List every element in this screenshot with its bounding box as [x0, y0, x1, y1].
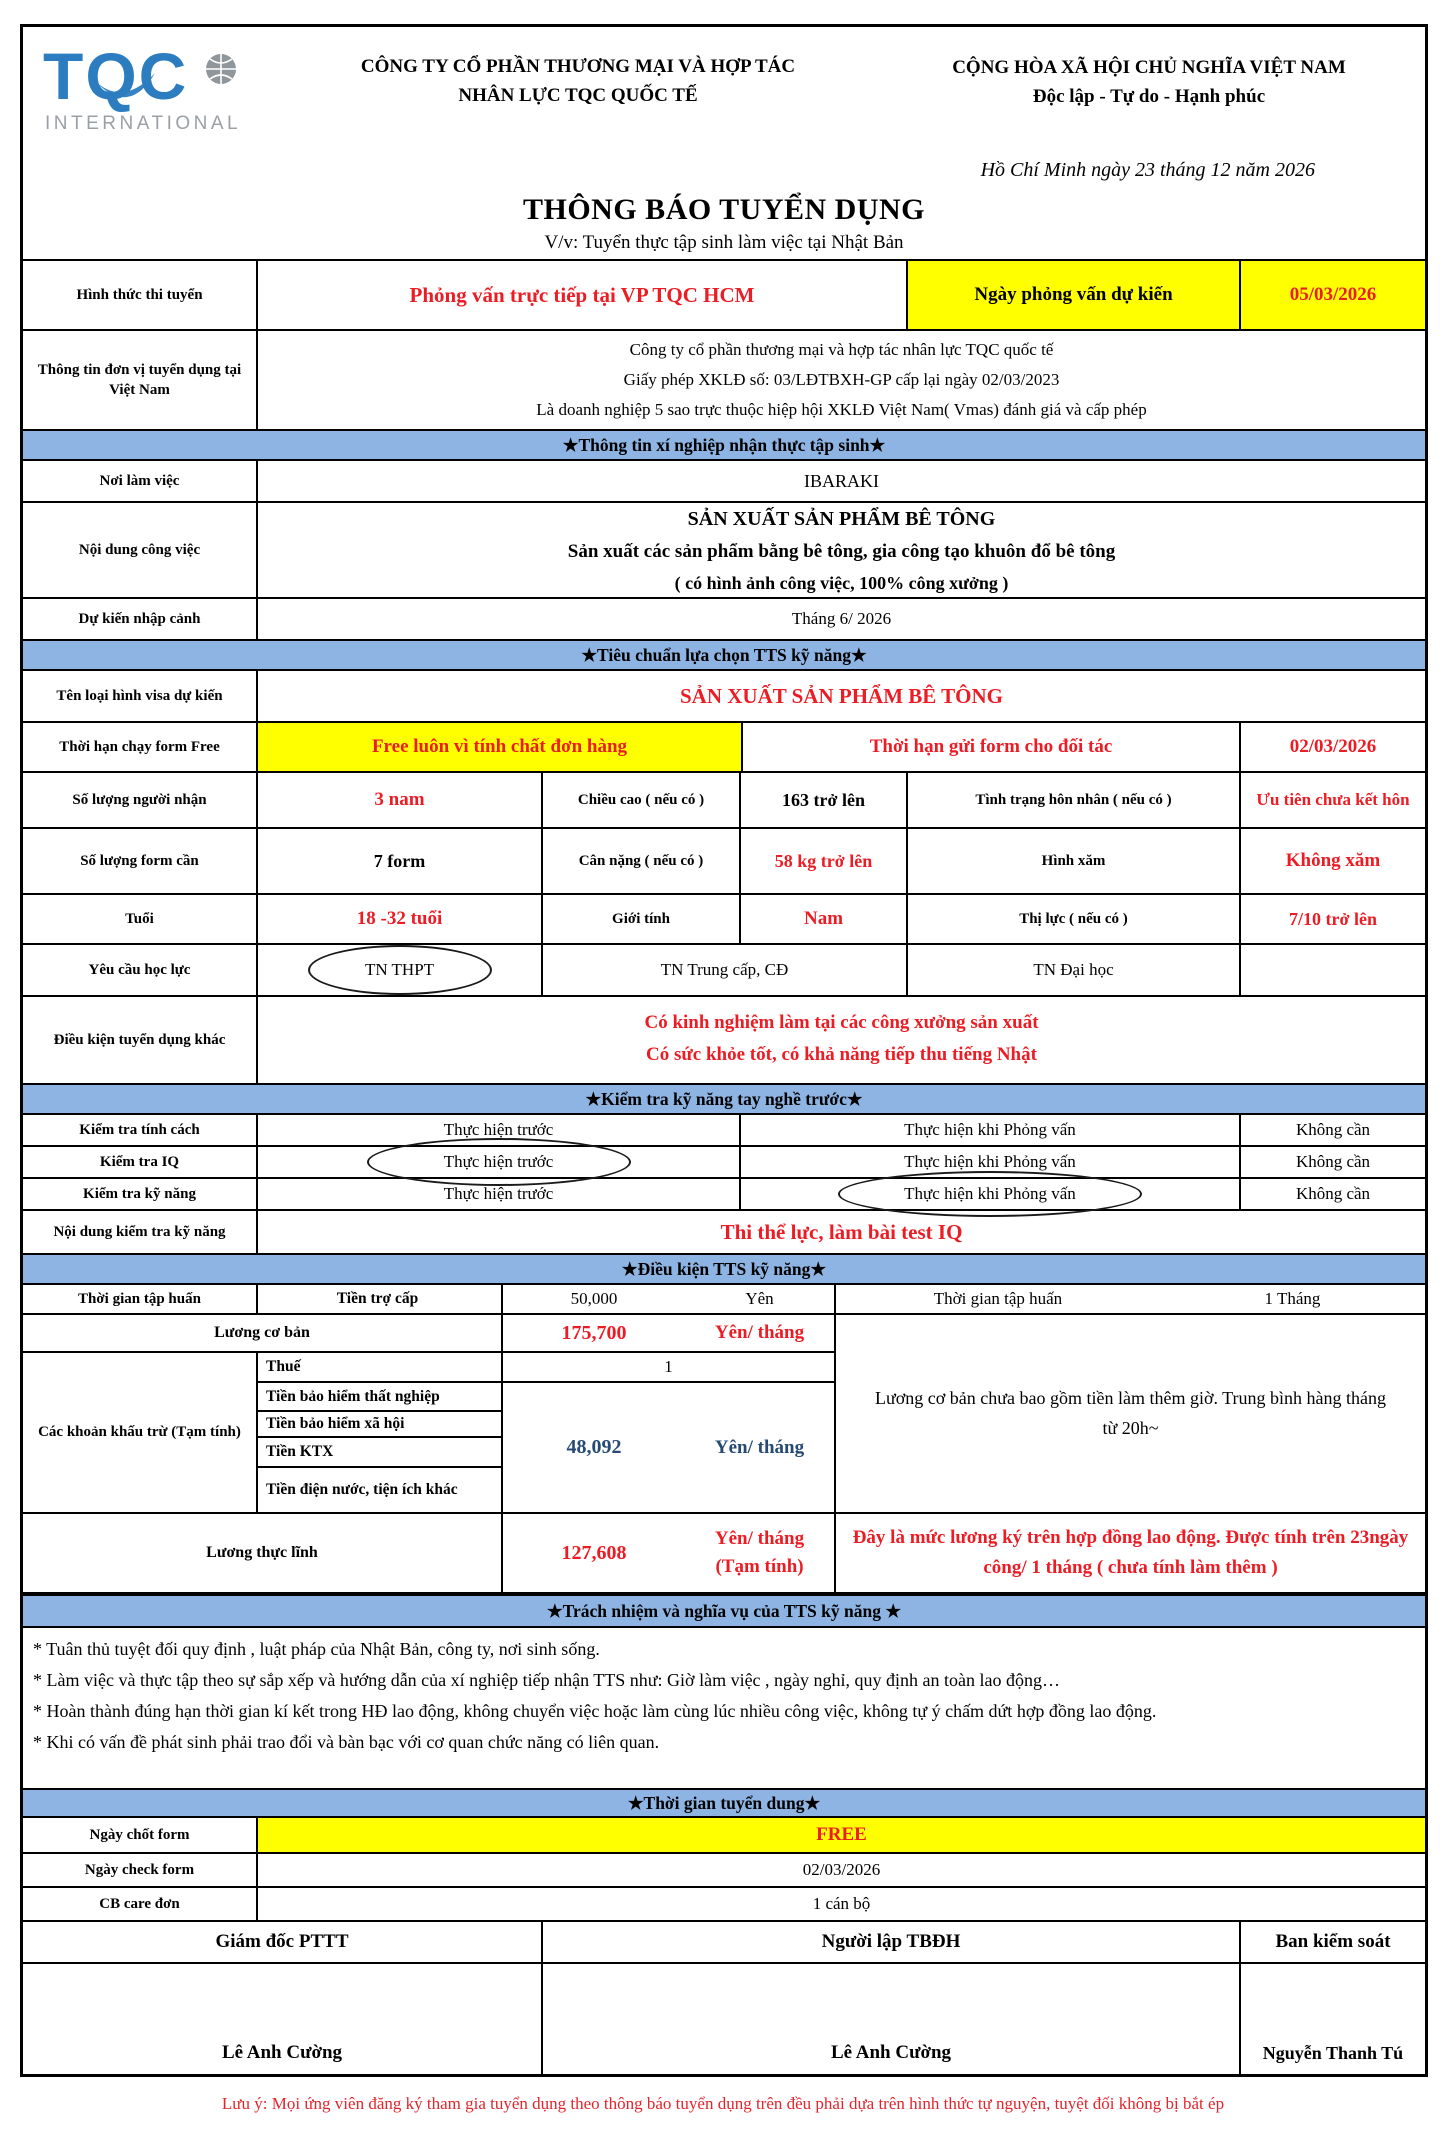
job-row — [23, 501, 1425, 597]
test-option-before-text: Thực hiện trước — [443, 1152, 554, 1171]
allowance-label: Tiền trợ cấp — [258, 1285, 503, 1315]
document-title: THÔNG BÁO TUYỂN DỤNG — [523, 193, 925, 226]
check-form-value: 02/03/2026 — [802, 1860, 881, 1879]
test-row-label: Kiểm tra kỹ năng — [23, 1179, 258, 1211]
company-name-block — [273, 41, 883, 110]
form-free-row — [23, 721, 1425, 771]
job-title: SẢN XUẤT SẢN PHẨM BÊ TÔNG — [687, 507, 996, 530]
recruiter-label: Thông tin đơn vị tuyển dụng tại Việt Nam — [23, 331, 258, 429]
footer-note: Lưu ý: Mọi ứng viên đăng ký tham gia tuyển dụng theo thông báo tuyển dụng trên đều phải dựa trên hình thức tự nguyện, tuyệt đối không bị bắt ép — [221, 2094, 1225, 2113]
deductions-total-unit: Yên/ tháng — [714, 1436, 805, 1458]
net-salary-unit-line2: (Tạm tính) — [715, 1556, 804, 1577]
responsibility-item: * Hoàn thành đúng hạn thời gian kí kết trong HĐ lao động, không chuyển việc hoặc làm cùng lúc nhiều công việc, không tự ý chấm dứt hợp đồng lao động. — [33, 1701, 1157, 1721]
signature-header-row — [23, 1920, 1425, 1962]
visa-label: Tên loại hình visa dự kiến — [23, 671, 258, 721]
salary-table — [23, 1285, 1425, 1594]
recruiter-line1: Công ty cổ phần thương mại và hợp tác nhân lực TQC quốc tế — [629, 340, 1054, 360]
send-form-label: Thời hạn gửi form cho đối tác — [743, 723, 1241, 771]
test-option-during-text: Thực hiện khi Phỏng vấn — [904, 1184, 1076, 1203]
document-frame — [20, 24, 1428, 2077]
net-salary-unit-line1: Yên/ tháng — [714, 1527, 805, 1549]
other-condition-line1: Có kinh nghiệm làm tại các công xưởng sản xuất — [644, 1012, 1039, 1033]
job-content — [258, 503, 1425, 597]
net-salary-value: 127,608 — [561, 1541, 627, 1564]
education-label: Yêu cầu học lực — [23, 945, 258, 995]
height-label: Chiều cao ( nếu có ) — [543, 773, 741, 827]
deductions-total-cell — [503, 1383, 836, 1514]
social-insurance-label: Tiền bảo hiểm xã hội — [258, 1412, 503, 1438]
banner-factory-info: ★Thông tin xí nghiệp nhận thực tập sinh★ — [23, 429, 1425, 461]
weight-value: 58 kg trở lên — [741, 829, 908, 893]
signature-title-preparer: Người lập TBĐH — [543, 1922, 1241, 1962]
tattoo-value: Không xăm — [1285, 850, 1381, 871]
education-option-college: TN Trung cấp, CĐ — [543, 945, 908, 995]
age-row — [23, 893, 1425, 943]
forms-row — [23, 827, 1425, 893]
signature-title-director: Giám đốc PTTT — [23, 1922, 543, 1962]
other-conditions-label: Điều kiện tuyển dụng khác — [23, 997, 258, 1083]
banner-schedule: ★Thời gian tuyển dung★ — [23, 1788, 1425, 1818]
allowance-cell — [503, 1285, 836, 1315]
document-subtitle: V/v: Tuyển thực tập sinh làm việc tại Nhật Bản — [544, 232, 904, 253]
republic-motto-block — [883, 41, 1425, 112]
signature-name-director: Lê Anh Cường — [23, 1964, 543, 2074]
circled-option — [741, 1179, 1239, 1209]
test-option-during-circled — [741, 1179, 1241, 1211]
interview-label: Hình thức thi tuyển — [23, 261, 258, 329]
responsibility-item: * Làm việc và thực tập theo sự sắp xếp và hướng dẫn của xí nghiệp tiếp nhận TTS như: Giờ làm việc , ngày nghỉ, quy định an toàn lao động… — [33, 1670, 1061, 1690]
banner-conditions: ★Điều kiện TTS kỹ năng★ — [23, 1253, 1425, 1285]
test-option-none: Không cần — [1241, 1179, 1425, 1211]
training-time-value: 1 Tháng — [1264, 1289, 1321, 1308]
document-header — [23, 27, 1425, 259]
net-salary-unit — [685, 1525, 834, 1582]
tqc-logo-graphic — [43, 41, 258, 136]
education-option-thpt — [258, 945, 543, 995]
recruiter-info — [258, 331, 1425, 429]
height-value: 163 trở lên — [741, 773, 908, 827]
other-condition-line2: Có sức khỏe tốt, có khả năng tiếp thu tiếng Nhật — [646, 1044, 1037, 1066]
signature-title-control: Ban kiểm soát — [1275, 1931, 1391, 1952]
signature-name-control: Nguyễn Thanh Tú — [1262, 2043, 1404, 2063]
close-form-row — [23, 1818, 1425, 1852]
close-form-label: Ngày chốt form — [23, 1818, 258, 1852]
unemployment-insurance-label: Tiền bảo hiểm thất nghiệp — [258, 1383, 503, 1412]
circled-option — [258, 1147, 739, 1177]
allowance-value: 50,000 — [570, 1289, 618, 1308]
logo-subtext: INTERNATIONAL — [45, 113, 242, 134]
marital-value: Ưu tiên chưa kết hôn — [1256, 790, 1410, 809]
circled-option — [258, 945, 541, 995]
test-row-label: Kiểm tra tính cách — [23, 1115, 258, 1147]
age-value: 18 -32 tuổi — [258, 895, 543, 943]
quantity-value: 3 nam — [258, 773, 543, 827]
responsibility-item: * Tuân thủ tuyệt đối quy định , luật pháp của Nhật Bản, công ty, nơi sinh sống. — [33, 1639, 600, 1659]
responsibility-item: * Khi có vấn đề phát sinh phải trao đổi và bàn bạc với cơ quan chức năng có liên quan. — [33, 1732, 660, 1752]
responsibilities-notes — [23, 1628, 1425, 1788]
banner-skill-test: ★Kiểm tra kỹ năng tay nghề trước★ — [23, 1083, 1425, 1115]
test-option-before: Thực hiện trước — [258, 1179, 741, 1211]
training-time-cell — [836, 1285, 1425, 1315]
signature-name-preparer: Lê Anh Cường — [543, 1964, 1241, 2074]
gender-value: Nam — [741, 895, 908, 943]
test-option-during: Thực hiện khi Phỏng vấn — [741, 1115, 1241, 1147]
education-thpt-text: TN THPT — [364, 960, 435, 979]
weight-label: Cân nặng ( nếu có ) — [543, 829, 741, 893]
tqc-logo — [23, 41, 273, 141]
test-option-none: Không cần — [1241, 1147, 1425, 1179]
test-row-label: Kiểm tra IQ — [23, 1147, 258, 1179]
base-salary-note: Lương cơ bản chưa bao gồm tiền làm thêm giờ. Trung bình hàng tháng từ 20h~ — [836, 1315, 1425, 1514]
recruiter-line3: Là doanh nghiệp 5 sao trực thuộc hiệp hội XKLĐ Việt Nam( Vmas) đánh giá và cấp phép — [536, 399, 1147, 419]
care-label: CB care đơn — [23, 1888, 258, 1920]
company-line1: CÔNG TY CỔ PHẦN THƯƠNG MẠI VÀ HỢP TÁC — [360, 56, 796, 77]
net-salary-label: Lương thực lĩnh — [23, 1514, 503, 1594]
entry-row — [23, 597, 1425, 639]
tax-value: 1 — [503, 1353, 836, 1383]
base-salary-value: 175,700 — [561, 1321, 627, 1344]
entry-value: Tháng 6/ 2026 — [791, 609, 892, 628]
net-salary-cell — [503, 1514, 836, 1594]
other-conditions-value — [258, 997, 1425, 1083]
training-label: Thời gian tập huấn — [23, 1285, 258, 1315]
interview-value: Phỏng vấn trực tiếp tại VP TQC HCM — [258, 261, 908, 329]
recruiter-line2: Giấy phép XKLĐ số: 03/LĐTBXH-GP cấp lại ngày 02/03/2023 — [623, 370, 1060, 390]
education-option-university: TN Đại học — [908, 945, 1241, 995]
entry-label: Dự kiến nhập cảnh — [23, 599, 258, 639]
banner-criteria: ★Tiêu chuẩn lựa chọn TTS kỹ năng★ — [23, 639, 1425, 671]
tax-label: Thuế — [258, 1353, 503, 1383]
visa-value: SẢN XUẤT SẢN PHẨM BÊ TÔNG — [679, 683, 1004, 708]
vision-value: 7/10 trở lên — [1289, 908, 1377, 929]
banner-responsibility: ★Trách nhiệm và nghĩa vụ của TTS kỹ năng ★ — [23, 1594, 1425, 1628]
signature-space-row — [23, 1962, 1425, 2074]
test-content-value: Thi thể lực, làm bài test IQ — [720, 1219, 963, 1244]
recruiter-row — [23, 329, 1425, 429]
tattoo-label: Hình xăm — [908, 829, 1241, 893]
marital-label: Tình trạng hôn nhân ( nếu có ) — [908, 773, 1241, 827]
interview-date-label: Ngày phỏng vấn dự kiến — [908, 261, 1241, 329]
close-form-value: FREE — [258, 1818, 1425, 1852]
forms-label: Số lượng form cần — [23, 829, 258, 893]
test-option-before: Thực hiện trước — [258, 1115, 741, 1147]
quantity-row — [23, 771, 1425, 827]
net-salary-note: Đây là mức lương ký trên hợp đồng lao động. Được tính trên 23ngày công/ 1 tháng ( chưa tính làm thêm ) — [836, 1514, 1425, 1594]
age-label: Tuổi — [23, 895, 258, 943]
base-salary-unit: Yên/ tháng — [714, 1322, 805, 1343]
workplace-row — [23, 461, 1425, 501]
other-conditions-row — [23, 995, 1425, 1083]
gender-label: Giới tính — [543, 895, 741, 943]
forms-value: 7 form — [258, 829, 543, 893]
republic-line2: Độc lập - Tự do - Hạnh phúc — [1032, 86, 1266, 108]
quantity-label: Số lượng người nhận — [23, 773, 258, 827]
utilities-label: Tiền điện nước, tiện ích khác — [258, 1468, 503, 1514]
check-form-row — [23, 1852, 1425, 1886]
care-value: 1 cán bộ — [812, 1894, 871, 1913]
form-free-label: Thời hạn chạy form Free — [23, 723, 258, 771]
test-option-during: Thực hiện khi Phỏng vấn — [741, 1147, 1241, 1179]
vision-label: Thị lực ( nếu có ) — [908, 895, 1241, 943]
interview-row — [23, 259, 1425, 329]
company-line2: NHÂN LỰC TQC QUỐC TẾ — [458, 84, 698, 106]
base-salary-label: Lương cơ bản — [23, 1315, 503, 1353]
job-desc: Sản xuất các sản phẩm bằng bê tông, gia công tạo khuôn đổ bê tông — [567, 540, 1116, 562]
visa-row — [23, 671, 1425, 721]
test-content-label: Nội dung kiểm tra kỹ năng — [23, 1211, 258, 1253]
tests-table — [23, 1115, 1425, 1253]
check-form-label: Ngày check form — [23, 1854, 258, 1886]
header-top — [23, 27, 1425, 141]
dormitory-fee-label: Tiền KTX — [258, 1438, 503, 1468]
issue-date: Hồ Chí Minh ngày 23 tháng 12 năm 2026 — [980, 159, 1315, 181]
workplace-label: Nơi làm việc — [23, 461, 258, 501]
base-salary-cell — [503, 1315, 836, 1353]
republic-line1: CỘNG HÒA XÃ HỘI CHỦ NGHĨA VIỆT NAM — [952, 57, 1346, 78]
test-option-none: Không cần — [1241, 1115, 1425, 1147]
allowance-unit: Yên — [745, 1289, 774, 1308]
education-row — [23, 943, 1425, 995]
interview-date-value: 05/03/2026 — [1241, 261, 1425, 329]
job-label: Nội dung công việc — [23, 503, 258, 597]
job-note: ( có hình ảnh công việc, 100% công xưởng ) — [674, 572, 1009, 593]
svg-text:TQC: TQC — [43, 41, 189, 113]
form-free-value: Free luôn vì tính chất đơn hàng — [258, 723, 743, 771]
test-option-before-circled — [258, 1147, 741, 1179]
care-row — [23, 1886, 1425, 1920]
deductions-total-value: 48,092 — [566, 1436, 622, 1458]
workplace-value: IBARAKI — [804, 470, 879, 491]
training-time-label: Thời gian tập huấn — [933, 1289, 1063, 1308]
deductions-label: Các khoản khấu trừ (Tạm tính) — [23, 1353, 258, 1514]
send-form-date: 02/03/2026 — [1289, 736, 1377, 757]
education-empty-cell — [1241, 945, 1425, 995]
